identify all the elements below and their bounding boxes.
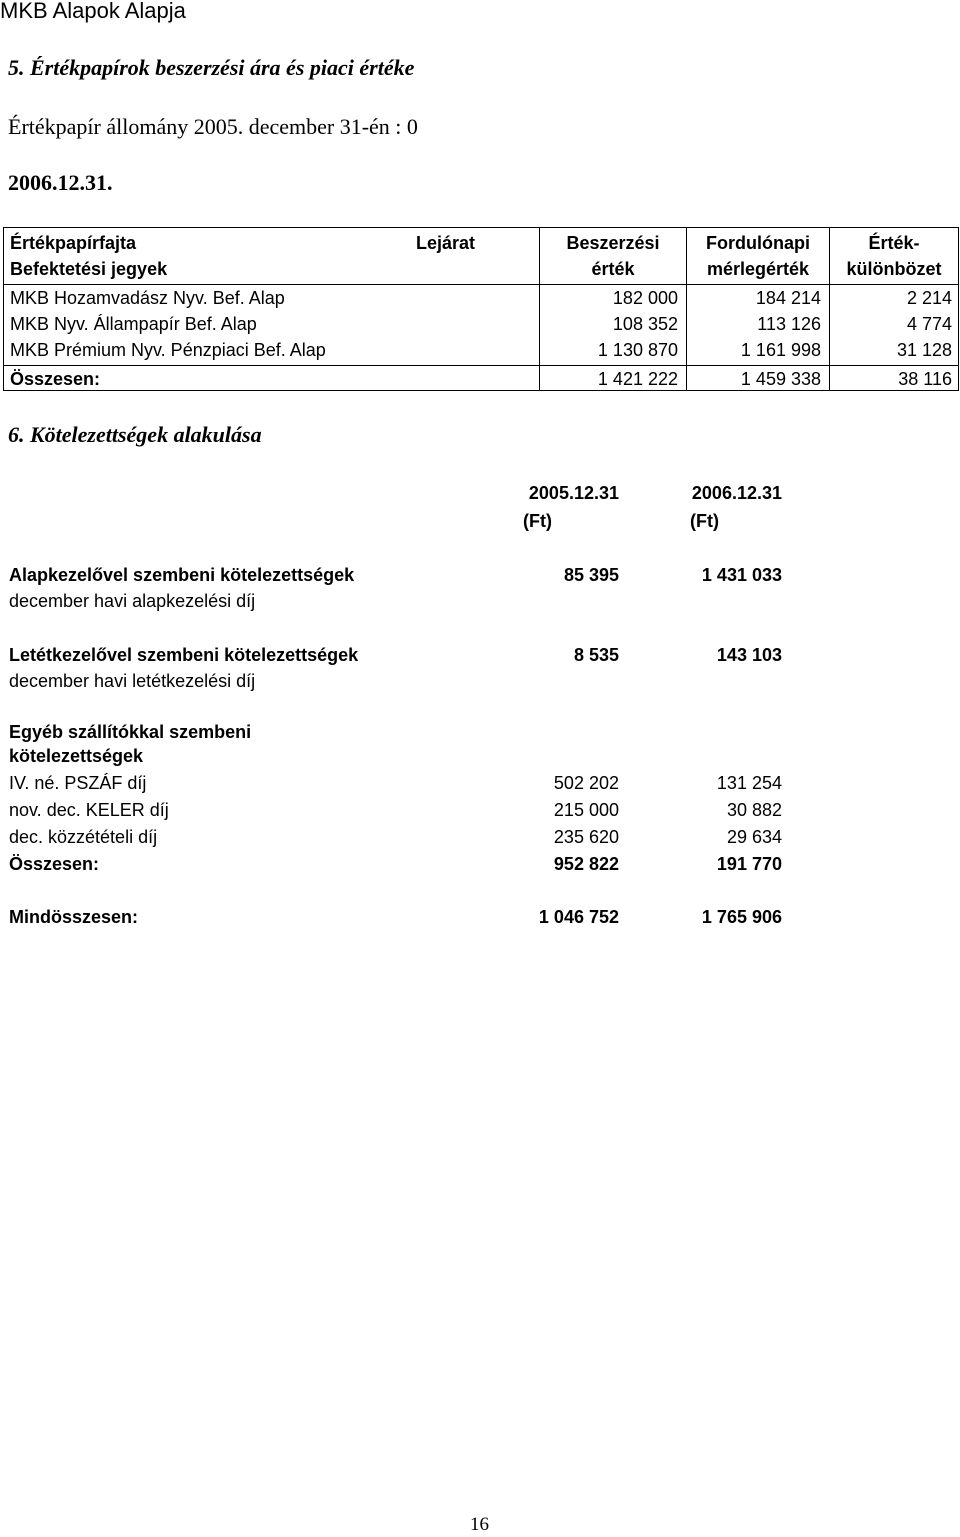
row-difference: 2 214 [906,288,952,308]
other-item-2005: 502 202 [553,773,619,793]
manager-2005-value: 85 395 [563,565,619,585]
section-6-title: 6. Kötelezettségek alakulása [8,422,262,447]
fund-name: MKB Alapok Alapja [0,0,186,23]
header-cost: Beszerzési [566,233,660,253]
table-header-divider [4,284,958,285]
header-book-value-sub: mérlegérték [706,259,810,279]
page-number: 16 [470,1514,489,1535]
grand-total-2006: 1 765 906 [701,907,782,927]
manager-liability-sub: december havi alapkezelési díj [9,591,256,611]
other-item-2006: 29 634 [726,827,782,847]
custodian-liability-label: Letétkezelővel szembeni kötelezettségek [9,645,359,665]
other-item-2005: 215 000 [553,800,619,820]
other-item-2006: 131 254 [716,773,782,793]
other-item-label: IV. né. PSZÁF díj [9,773,147,793]
total-difference: 38 116 [898,369,952,389]
header-type-sub: Befektetési jegyek [10,259,168,279]
row-book-value: 1 161 998 [740,340,821,360]
other-item-2006: 30 882 [726,800,782,820]
col-2006-header: 2006.12.31 [691,483,782,503]
table-total-divider [4,365,958,366]
row-name: MKB Nyv. Állampapír Bef. Alap [10,314,257,334]
row-book-value: 113 126 [757,314,821,334]
row-cost: 108 352 [612,314,678,334]
header-book-value: Fordulónapi [706,233,810,253]
row-name: MKB Hozamvadász Nyv. Bef. Alap [10,288,285,308]
subtotal-2006: 191 770 [716,854,782,874]
other-item-label: nov. dec. KELER díj [9,800,169,820]
header-difference-sub: különbözet [846,259,942,279]
total-cost: 1 421 222 [597,369,678,389]
header-cost-sub: érték [591,259,635,279]
col-2005-unit: (Ft) [523,511,552,531]
manager-2006-value: 1 431 033 [701,565,782,585]
other-item-label: dec. közzétételi díj [9,827,158,847]
row-cost: 182 000 [612,288,678,308]
securities-table [3,227,959,391]
row-difference: 31 128 [896,340,952,360]
manager-liability-label: Alapkezelővel szembeni kötelezettségek [9,565,355,585]
custodian-2006-value: 143 103 [716,645,782,665]
other-liabilities-title: Egyéb szállítókkal szembeni [9,722,252,742]
subtotal-2005: 952 822 [553,854,619,874]
total-label: Összesen: [10,369,101,389]
row-name: MKB Prémium Nyv. Pénzpiaci Bef. Alap [10,340,326,360]
subtotal-label: Összesen: [9,854,100,874]
date-label: 2006.12.31. [8,170,113,195]
inventory-line: Értékpapír állomány 2005. december 31-én : 0 [8,114,418,139]
col-2005-header: 2005.12.31 [528,483,619,503]
row-difference: 4 774 [906,314,952,334]
other-liabilities-title-2: kötelezettségek [9,746,144,766]
grand-total-2005: 1 046 752 [538,907,619,927]
custodian-2005-value: 8 535 [573,645,619,665]
row-book-value: 184 214 [755,288,821,308]
header-maturity: Lejárat [416,233,476,253]
section-5-title: 5. Értékpapírok beszerzési ára és piaci értéke [8,55,415,80]
row-cost: 1 130 870 [597,340,678,360]
col-2006-unit: (Ft) [690,511,719,531]
header-type: Értékpapírfajta [10,233,137,253]
other-item-2005: 235 620 [553,827,619,847]
custodian-liability-sub: december havi letétkezelési díj [9,671,256,691]
header-difference: Érték- [868,233,920,253]
grand-total-label: Mindösszesen: [9,907,139,927]
total-book-value: 1 459 338 [740,369,821,389]
